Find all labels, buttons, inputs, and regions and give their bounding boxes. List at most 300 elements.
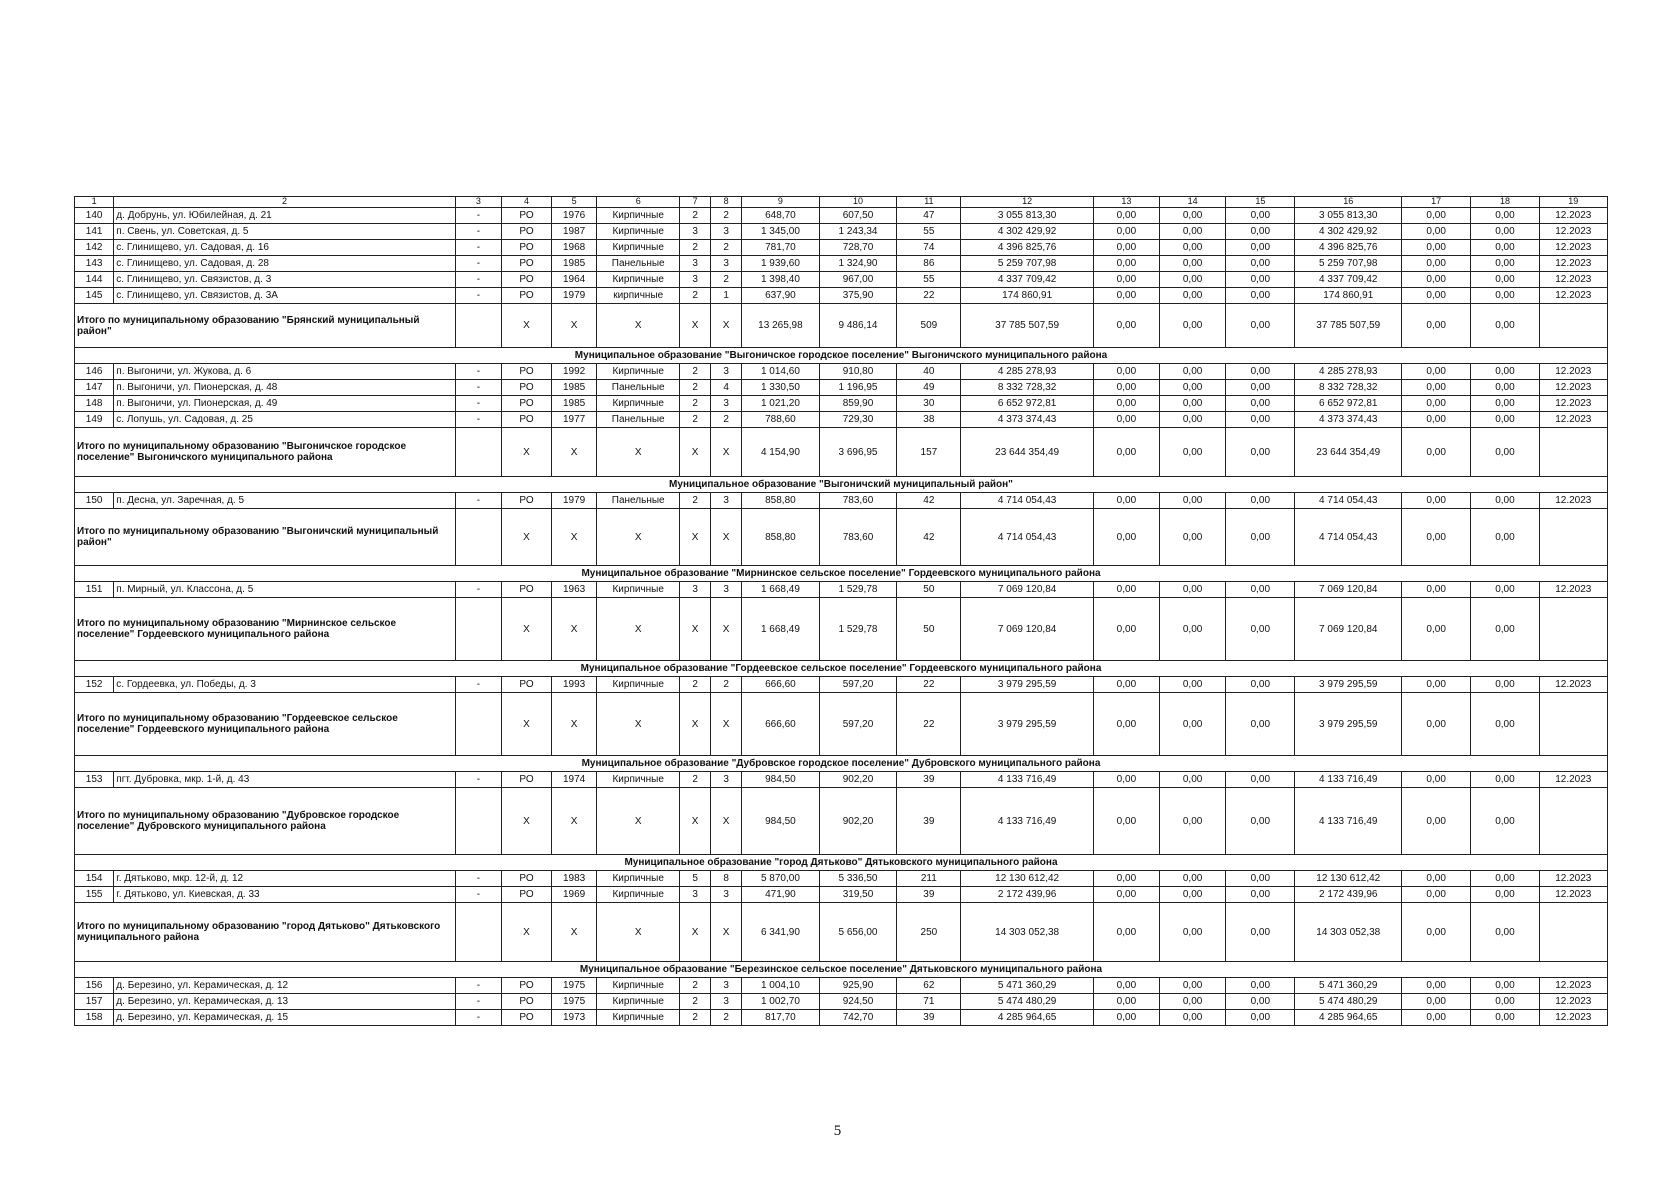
table-cell: 0,00 [1226,772,1295,788]
table-cell: 12.2023 [1539,493,1607,509]
x-cell: Х [502,693,552,756]
table-cell: РО [502,208,552,224]
column-number-cell: 7 [680,197,711,208]
subtotal-cell: 984,50 [742,788,820,855]
table-cell: 319,50 [819,887,897,903]
table-cell: 0,00 [1226,208,1295,224]
table-cell: 0,00 [1471,677,1539,693]
subtotal-cell: 7 069 120,84 [961,598,1093,661]
table-cell: 3 [711,887,742,903]
table-cell: - [455,677,502,693]
table-cell: 12.2023 [1539,364,1607,380]
column-number-cell: 6 [597,197,680,208]
address-cell: с. Глинищево, ул. Связистов, д. 3А [114,288,455,304]
table-cell: - [455,871,502,887]
table-cell: 4 373 374,43 [961,412,1093,428]
x-cell: Х [711,788,742,855]
table-cell: - [455,978,502,994]
empty-cell [1539,788,1607,855]
table-cell: 0,00 [1402,493,1471,509]
table-cell: 0,00 [1471,288,1539,304]
address-cell: пгт. Дубровка, мкр. 1-й, д. 43 [114,772,455,788]
table-cell: 174 860,91 [1295,288,1402,304]
table-cell: 0,00 [1160,272,1226,288]
table-cell: РО [502,582,552,598]
table-cell: 0,00 [1471,272,1539,288]
table-cell: - [455,224,502,240]
table-cell: 5 [680,871,711,887]
table-cell: Панельные [597,412,680,428]
table-cell: 0,00 [1471,412,1539,428]
table-cell: 145 [75,288,114,304]
table-cell: 3 979 295,59 [1295,677,1402,693]
table-cell: 0,00 [1093,288,1159,304]
x-cell: Х [597,428,680,477]
table-cell: 157 [75,994,114,1010]
table-cell: 902,20 [819,772,897,788]
x-cell: Х [711,903,742,962]
table-cell: 0,00 [1226,871,1295,887]
table-cell: 0,00 [1160,256,1226,272]
table-cell: 0,00 [1471,240,1539,256]
x-cell: Х [711,428,742,477]
subtotal-cell: 597,20 [819,693,897,756]
table-cell: 4 285 278,93 [961,364,1093,380]
table-cell: 5 259 707,98 [1295,256,1402,272]
table-cell: 0,00 [1402,288,1471,304]
table-cell: 0,00 [1471,380,1539,396]
subtotal-cell: 0,00 [1093,509,1159,566]
address-cell: с. Гордеевка, ул. Победы, д. 3 [114,677,455,693]
table-cell: 4 [711,380,742,396]
table-cell: Кирпичные [597,582,680,598]
table-cell: 0,00 [1226,582,1295,598]
table-cell: 1976 [551,208,597,224]
table-cell: 4 133 716,49 [961,772,1093,788]
table-cell: 0,00 [1402,677,1471,693]
table-cell: 2 [711,272,742,288]
table-cell: 5 474 480,29 [961,994,1093,1010]
table-cell: Кирпичные [597,240,680,256]
table-cell: 1 330,50 [742,380,820,396]
table-cell: 144 [75,272,114,288]
table-cell: 1 939,60 [742,256,820,272]
table-cell: - [455,364,502,380]
table-cell: - [455,240,502,256]
subtotal-label: Итого по муниципальному образованию "Дубровское городское поселение" Дубровского муниципального района [75,788,456,855]
table-cell: Кирпичные [597,396,680,412]
subtotal-label: Итого по муниципальному образованию "Мирнинское сельское поселение" Гордеевского муниципального района [75,598,456,661]
table-cell: 0,00 [1226,256,1295,272]
subtotal-cell: 23 644 354,49 [961,428,1093,477]
subtotal-cell: 0,00 [1093,428,1159,477]
x-cell: Х [502,304,552,348]
table-cell: 5 259 707,98 [961,256,1093,272]
subtotal-row [75,903,1608,962]
table-cell: 742,70 [819,1010,897,1026]
table-cell: 0,00 [1160,677,1226,693]
table-cell: 1975 [551,978,597,994]
table-cell: 12.2023 [1539,224,1607,240]
subtotal-cell: 1 529,78 [819,598,897,661]
table-cell: 12.2023 [1539,412,1607,428]
table-cell: 1969 [551,887,597,903]
table-cell: 30 [897,396,961,412]
x-cell: Х [711,598,742,661]
table-cell: 74 [897,240,961,256]
subtotal-cell: 0,00 [1160,788,1226,855]
table-cell: 152 [75,677,114,693]
table-cell: 0,00 [1093,364,1159,380]
table-cell: 0,00 [1160,208,1226,224]
table-cell: 12.2023 [1539,288,1607,304]
table-cell: РО [502,994,552,1010]
table-cell: РО [502,493,552,509]
table-cell: 12.2023 [1539,240,1607,256]
table-cell: 12.2023 [1539,772,1607,788]
page-number: 5 [833,1123,842,1139]
table-cell: 0,00 [1226,887,1295,903]
table-cell: 2 [680,412,711,428]
x-cell: Х [680,788,711,855]
table-cell: 12.2023 [1539,1010,1607,1026]
table-cell: 0,00 [1160,380,1226,396]
table-cell: 0,00 [1160,1010,1226,1026]
empty-cell [1539,693,1607,756]
address-cell: д. Березино, ул. Керамическая, д. 12 [114,978,455,994]
table-cell: 0,00 [1160,871,1226,887]
municipality-section-header [75,962,1608,978]
column-number-cell: 17 [1402,197,1471,208]
table-cell: 788,60 [742,412,820,428]
x-cell: Х [711,693,742,756]
column-number-cell: 11 [897,197,961,208]
table-cell: 728,70 [819,240,897,256]
table-cell: Кирпичные [597,887,680,903]
x-cell: Х [551,428,597,477]
subtotal-cell: 4 714 054,43 [961,509,1093,566]
x-cell: Х [680,509,711,566]
table-cell: 3 [711,364,742,380]
table-cell: 12.2023 [1539,380,1607,396]
table-cell: 0,00 [1402,272,1471,288]
table-cell: 0,00 [1471,208,1539,224]
table-cell: 3 [711,994,742,1010]
table-row [75,256,1608,272]
x-cell: Х [597,598,680,661]
subtotal-cell: 0,00 [1226,693,1295,756]
table-cell: 0,00 [1402,994,1471,1010]
address-cell: с. Глинищево, ул. Связистов, д. 3 [114,272,455,288]
table-cell: 143 [75,256,114,272]
column-number-cell: 14 [1160,197,1226,208]
table-cell: 12.2023 [1539,677,1607,693]
subtotal-cell: 6 341,90 [742,903,820,962]
municipality-section-header [75,477,1608,493]
table-cell: 7 069 120,84 [961,582,1093,598]
table-cell: 8 332 728,32 [1295,380,1402,396]
table-cell: 6 652 972,81 [961,396,1093,412]
subtotal-cell: 0,00 [1160,598,1226,661]
table-cell: 12.2023 [1539,396,1607,412]
table-cell: 0,00 [1402,396,1471,412]
subtotal-label: Итого по муниципальному образованию "Брянский муниципальный район" [75,304,456,348]
table-cell: 1985 [551,256,597,272]
table-cell: 1 529,78 [819,582,897,598]
x-cell: Х [551,788,597,855]
table-row [75,224,1608,240]
table-cell: 4 337 709,42 [961,272,1093,288]
address-cell: с. Глинищево, ул. Садовая, д. 16 [114,240,455,256]
empty-cell [1539,903,1607,962]
column-number-cell: 9 [742,197,820,208]
table-cell: 49 [897,380,961,396]
table-cell: - [455,582,502,598]
table-cell: РО [502,272,552,288]
table-cell: 0,00 [1471,887,1539,903]
empty-cell [455,598,502,661]
table-cell: Кирпичные [597,978,680,994]
subtotal-cell: 509 [897,304,961,348]
address-cell: п. Мирный, ул. Классона, д. 5 [114,582,455,598]
subtotal-row [75,693,1608,756]
x-cell: Х [597,903,680,962]
table-cell: 781,70 [742,240,820,256]
subtotal-cell: 22 [897,693,961,756]
table-cell: 0,00 [1093,871,1159,887]
subtotal-cell: 858,80 [742,509,820,566]
municipality-section-header [75,855,1608,871]
subtotal-cell: 157 [897,428,961,477]
table-cell: 4 396 825,76 [1295,240,1402,256]
table-row [75,994,1608,1010]
subtotal-cell: 0,00 [1226,428,1295,477]
table-cell: 38 [897,412,961,428]
table-cell: РО [502,240,552,256]
table-cell: 149 [75,412,114,428]
table-cell: 2 [680,493,711,509]
subtotal-label: Итого по муниципальному образованию "Гордеевское сельское поселение" Гордеевского муниципального района [75,693,456,756]
table-cell: 147 [75,380,114,396]
table-cell: - [455,380,502,396]
column-number-row [75,197,1608,208]
table-cell: 2 172 439,96 [961,887,1093,903]
table-cell: 4 714 054,43 [1295,493,1402,509]
table-cell: 0,00 [1471,396,1539,412]
table-cell: 729,30 [819,412,897,428]
table-cell: 0,00 [1093,772,1159,788]
housing-program-table [74,196,1608,1026]
table-cell: 817,70 [742,1010,820,1026]
address-cell: п. Свень, ул. Советская, д. 5 [114,224,455,240]
table-cell: РО [502,412,552,428]
municipality-section-header [75,661,1608,677]
subtotal-label: Итого по муниципальному образованию "город Дятьково" Дятьковского муниципального района [75,903,456,962]
table-cell: 924,50 [819,994,897,1010]
empty-cell [455,509,502,566]
table-cell: 12.2023 [1539,272,1607,288]
table-cell: 4 373 374,43 [1295,412,1402,428]
table-cell: - [455,396,502,412]
column-number-cell: 2 [114,197,455,208]
table-cell: 3 [711,493,742,509]
table-row [75,272,1608,288]
table-row [75,772,1608,788]
subtotal-cell: 783,60 [819,509,897,566]
table-cell: 1993 [551,677,597,693]
table-cell: 1985 [551,380,597,396]
table-cell: 5 870,00 [742,871,820,887]
table-row [75,364,1608,380]
table-cell: 0,00 [1402,871,1471,887]
x-cell: Х [551,509,597,566]
table-cell: 0,00 [1160,978,1226,994]
table-cell: 1977 [551,412,597,428]
table-cell: 0,00 [1471,871,1539,887]
x-cell: Х [502,598,552,661]
table-cell: РО [502,396,552,412]
table-cell: 1 398,40 [742,272,820,288]
table-cell: 0,00 [1471,994,1539,1010]
subtotal-label: Итого по муниципальному образованию "Выгоничский муниципальный район" [75,509,456,566]
table-cell: 0,00 [1471,582,1539,598]
table-cell: 12.2023 [1539,208,1607,224]
table-cell: - [455,208,502,224]
table-cell: 47 [897,208,961,224]
subtotal-cell: 9 486,14 [819,304,897,348]
table-cell: 3 [711,772,742,788]
table-cell: 4 133 716,49 [1295,772,1402,788]
table-cell: РО [502,256,552,272]
x-cell: Х [502,428,552,477]
table-cell: Панельные [597,256,680,272]
column-number-cell: 3 [455,197,502,208]
subtotal-cell: 7 069 120,84 [1295,598,1402,661]
table-cell: Кирпичные [597,272,680,288]
table-cell: 5 471 360,29 [1295,978,1402,994]
table-cell: 12.2023 [1539,994,1607,1010]
subtotal-cell: 14 303 052,38 [961,903,1093,962]
subtotal-row [75,509,1608,566]
table-cell: 1 021,20 [742,396,820,412]
table-cell: 0,00 [1226,1010,1295,1026]
table-cell: 8 332 728,32 [961,380,1093,396]
subtotal-cell: 14 303 052,38 [1295,903,1402,962]
subtotal-cell: 39 [897,788,961,855]
table-row [75,582,1608,598]
table-cell: - [455,288,502,304]
table-cell: Кирпичные [597,871,680,887]
table-cell: 0,00 [1402,412,1471,428]
table-cell: 0,00 [1402,224,1471,240]
table-cell: 471,90 [742,887,820,903]
table-cell: 3 [711,582,742,598]
column-number-cell: 16 [1295,197,1402,208]
table-cell: 2 [680,396,711,412]
subtotal-cell: 4 154,90 [742,428,820,477]
table-cell: 859,90 [819,396,897,412]
table-cell: 2 [711,677,742,693]
subtotal-cell: 0,00 [1471,428,1539,477]
subtotal-cell: 0,00 [1226,509,1295,566]
table-cell: 12 130 612,42 [1295,871,1402,887]
x-cell: Х [680,428,711,477]
empty-cell [1539,304,1607,348]
table-cell: 71 [897,994,961,1010]
table-cell: 7 069 120,84 [1295,582,1402,598]
subtotal-row [75,428,1608,477]
table-cell: 148 [75,396,114,412]
table-cell: РО [502,978,552,994]
subtotal-cell: 3 979 295,59 [1295,693,1402,756]
table-cell: 0,00 [1160,412,1226,428]
table-cell: 86 [897,256,961,272]
table-cell: 0,00 [1471,978,1539,994]
table-cell: 3 055 813,30 [1295,208,1402,224]
table-cell: 22 [897,677,961,693]
x-cell: Х [680,598,711,661]
table-cell: 12 130 612,42 [961,871,1093,887]
table-cell: - [455,994,502,1010]
table-cell: 1 668,49 [742,582,820,598]
subtotal-cell: 50 [897,598,961,661]
subtotal-cell: 4 133 716,49 [961,788,1093,855]
table-cell: 4 302 429,92 [1295,224,1402,240]
table-cell: 0,00 [1226,493,1295,509]
table-cell: Кирпичные [597,994,680,1010]
x-cell: Х [551,693,597,756]
table-cell: 0,00 [1471,256,1539,272]
table-cell: 1974 [551,772,597,788]
table-cell: 3 [711,224,742,240]
table-cell: 211 [897,871,961,887]
subtotal-cell: 0,00 [1093,788,1159,855]
table-row [75,871,1608,887]
table-cell: 4 337 709,42 [1295,272,1402,288]
table-cell: 158 [75,1010,114,1026]
table-cell: 0,00 [1093,240,1159,256]
section-title: Муниципальное образование "Дубровское городское поселение" Дубровского муниципального района [75,756,1608,772]
x-cell: Х [711,509,742,566]
x-cell: Х [680,693,711,756]
subtotal-cell: 0,00 [1093,693,1159,756]
table-cell: 0,00 [1093,380,1159,396]
table-cell: 0,00 [1093,396,1159,412]
table-cell: 2 172 439,96 [1295,887,1402,903]
table-cell: 0,00 [1226,364,1295,380]
subtotal-cell: 37 785 507,59 [961,304,1093,348]
table-cell: РО [502,887,552,903]
subtotal-cell: 0,00 [1226,903,1295,962]
address-cell: с. Лопушь, ул. Садовая, д. 25 [114,412,455,428]
table-row [75,677,1608,693]
table-cell: 4 396 825,76 [961,240,1093,256]
table-cell: 156 [75,978,114,994]
table-cell: 2 [680,208,711,224]
table-cell: 2 [680,978,711,994]
table-cell: РО [502,871,552,887]
address-cell: г. Дятьково, мкр. 12-й, д. 12 [114,871,455,887]
table-cell: 0,00 [1226,288,1295,304]
table-cell: Кирпичные [597,1010,680,1026]
table-cell: 0,00 [1402,208,1471,224]
table-cell: 1992 [551,364,597,380]
column-number-cell: 4 [502,197,552,208]
table-cell: 648,70 [742,208,820,224]
table-cell: 0,00 [1093,582,1159,598]
table-cell: 0,00 [1160,396,1226,412]
address-cell: п. Десна, ул. Заречная, д. 5 [114,493,455,509]
